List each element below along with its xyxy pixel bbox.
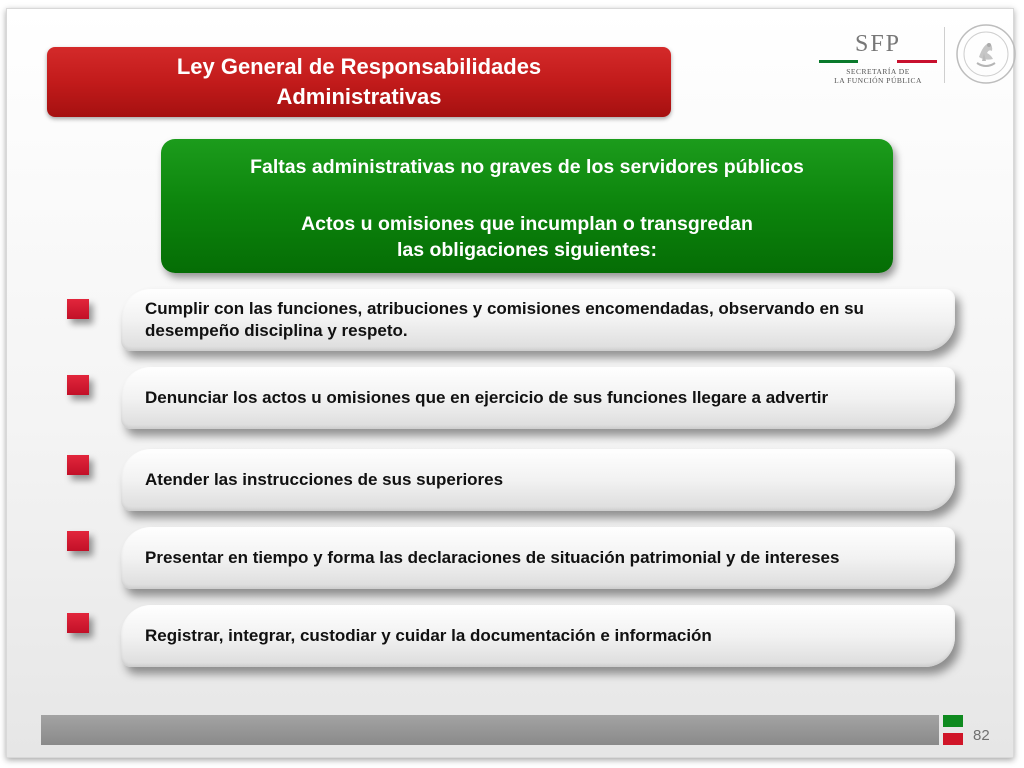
obligation-pill (121, 527, 955, 589)
title-banner (47, 47, 671, 117)
obligation-text: Presentar en tiempo y forma las declaraciones de situación patrimonial y de intereses (145, 548, 840, 567)
red-square-bullet-icon (67, 455, 89, 475)
obligation-pill (121, 289, 955, 351)
title-line-2: Administrativas (276, 84, 442, 109)
sfp-logo-subtitle (819, 67, 937, 85)
footer-bar (41, 715, 939, 745)
obligation-text: Denunciar los actos u omisiones que en ejercicio de sus funciones llegare a advertir (145, 388, 829, 407)
obligation-text: Atender las instrucciones de sus superiores (145, 470, 504, 489)
page-number: 82 (973, 727, 990, 744)
sfp-flag-stripe (819, 60, 937, 63)
coat-of-arms-seal-icon (955, 23, 1017, 85)
sfp-logo-mark: SFP (854, 31, 902, 57)
box-subheading-line-2: las obligaciones siguientes: (396, 239, 658, 261)
sfp-logo (819, 31, 937, 87)
obligation-pill (121, 449, 955, 511)
slide (6, 8, 1014, 758)
red-square-bullet-icon (67, 375, 89, 395)
red-square-bullet-icon (67, 531, 89, 551)
box-subheading-line-1: Actos u omisiones que incumplan o transgredan (301, 213, 753, 235)
red-square-bullet-icon (67, 613, 89, 633)
green-flag-square-icon (943, 715, 963, 727)
faltas-no-graves-box (161, 139, 893, 273)
box-heading: Faltas administrativas no graves de los servidores públicos (250, 156, 804, 178)
title-line-1: Ley General de Responsabilidades (176, 54, 542, 79)
logo-divider (944, 27, 945, 83)
red-flag-square-icon (943, 733, 963, 745)
obligation-pill (121, 605, 955, 667)
obligation-text: Registrar, integrar, custodiar y cuidar la documentación e información (145, 626, 712, 645)
box-subheading (161, 211, 893, 263)
sfp-subtitle-line-2: LA FUNCIÓN PÚBLICA (834, 76, 922, 85)
red-square-bullet-icon (67, 299, 89, 319)
obligation-text: Cumplir con las funciones, atribuciones y comisiones encomendadas, observando en su desempeño disciplina y respeto. (145, 299, 864, 340)
sfp-subtitle-line-1: SECRETARÍA DE (846, 67, 910, 76)
obligation-pill (121, 367, 955, 429)
